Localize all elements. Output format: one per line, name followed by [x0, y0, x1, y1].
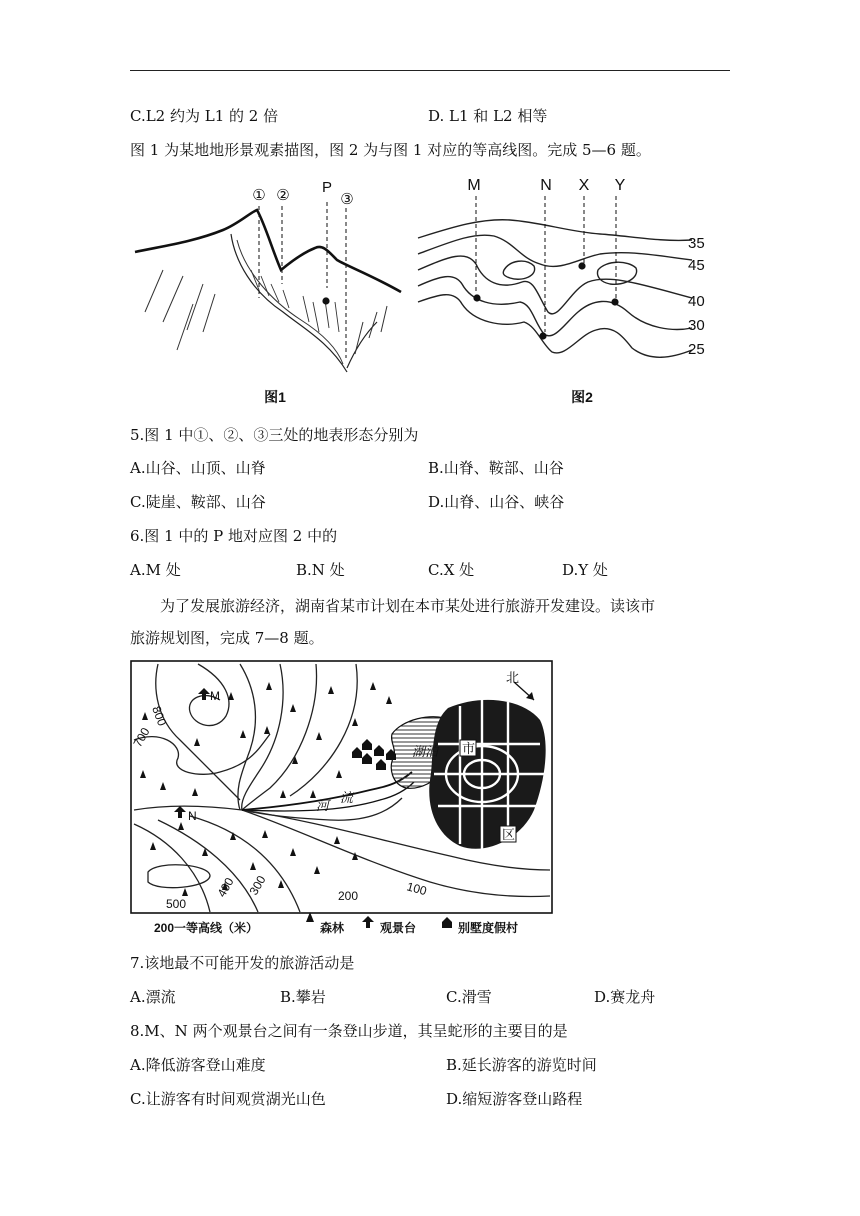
tourism-planning-map: [130, 660, 554, 940]
q7-option-a: A.漂流: [130, 988, 176, 1006]
map-contour-label: 700: [130, 725, 153, 750]
fig1-marker-1: ①: [252, 187, 266, 204]
map-river-label: 流: [340, 790, 354, 805]
q8-option-c: C.让游客有时间观赏湖光山色: [130, 1090, 326, 1108]
intro-7-8-line1: 为了发展旅游经济，湖南省某市计划在本市某处进行旅游开发建设。读该市: [160, 597, 656, 615]
fig2-point-x: X: [578, 177, 590, 194]
map-contour-label: 100: [405, 879, 429, 899]
q6-option-b: B.N 处: [296, 561, 345, 579]
legend-forest: 森林: [320, 921, 345, 935]
q7-stem: 7.该地最不可能开发的旅游活动是: [130, 954, 355, 972]
figure-2-contour-map: [410, 172, 726, 408]
q6-option-a: A.M 处: [130, 561, 181, 579]
fig2-contour-label: 30: [688, 317, 705, 334]
legend-viewpoint: 观景台: [380, 921, 417, 935]
q7-option-d: D.赛龙舟: [594, 988, 656, 1006]
q7-option-b: B.攀岩: [280, 988, 326, 1006]
fig2-point-n: N: [540, 177, 552, 194]
fig2-point-y: Y: [614, 177, 626, 194]
q5-option-b: B.山脊、鞍部、山谷: [428, 459, 564, 477]
map-river-label: 河: [316, 798, 330, 813]
intro-5-6: 图 1 为某地地形景观素描图，图 2 为与图 1 对应的等高线图。完成 5—6 题。: [130, 141, 651, 159]
q5-option-c: C.陡崖、鞍部、山谷: [130, 493, 266, 511]
map-contour-label: 300: [246, 873, 269, 898]
map-point-m: M: [210, 689, 220, 703]
fig2-contour-label: 25: [688, 341, 705, 358]
intro-7-8-line2: 旅游规划图，完成 7—8 题。: [130, 629, 324, 647]
map-point-n: N: [188, 809, 197, 823]
map-contour-label: 400: [214, 875, 237, 900]
q5-option-a: A.山谷、山顶、山脊: [130, 459, 266, 477]
q8-stem: 8.M、N 两个观景台之间有一条登山步道，其呈蛇形的主要目的是: [130, 1022, 568, 1040]
q4-option-d: D. L1 和 L2 相等: [428, 107, 548, 125]
map-north-label: 北: [506, 670, 520, 685]
header-rule: [130, 70, 730, 71]
q8-option-d: D.缩短游客登山路程: [446, 1090, 583, 1108]
fig1-marker-2: ②: [276, 187, 290, 204]
legend-villa: 别墅度假村: [458, 921, 519, 935]
fig2-contour-label: 45: [688, 257, 705, 274]
fig2-contour-label: 40: [688, 293, 705, 310]
map-lake-label: 湖泊: [412, 744, 439, 759]
fig2-contour-label: 35: [688, 235, 705, 252]
map-contour-label: 200: [338, 889, 359, 903]
map-contour-label: 800: [149, 704, 170, 728]
q5-option-d: D.山脊、山谷、峡谷: [428, 493, 565, 511]
q7-option-c: C.滑雪: [446, 988, 492, 1006]
fig1-marker-3: ③: [340, 191, 354, 208]
q8-option-a: A.降低游客登山难度: [130, 1056, 266, 1074]
q6-stem: 6.图 1 中的 P 地对应图 2 中的: [130, 527, 338, 545]
q8-option-b: B.延长游客的游览时间: [446, 1056, 597, 1074]
legend-contour: 200一等高线（米）: [154, 921, 259, 935]
q4-option-c: C.L2 约为 L1 的 2 倍: [130, 107, 279, 125]
map-district-label: 区: [502, 827, 516, 842]
figure-1-sketch: [133, 172, 413, 408]
map-contour-label: 500: [166, 897, 187, 911]
fig1-marker-p: P: [321, 179, 333, 196]
map-city-label: 市: [462, 741, 476, 756]
fig2-point-m: M: [467, 177, 481, 194]
q6-option-d: D.Y 处: [562, 561, 608, 579]
fig2-label: 图2: [571, 389, 593, 405]
q5-stem: 5.图 1 中①、②、③三处的地表形态分别为: [130, 426, 419, 444]
fig1-label: 图1: [264, 389, 286, 405]
q6-option-c: C.X 处: [428, 561, 475, 579]
